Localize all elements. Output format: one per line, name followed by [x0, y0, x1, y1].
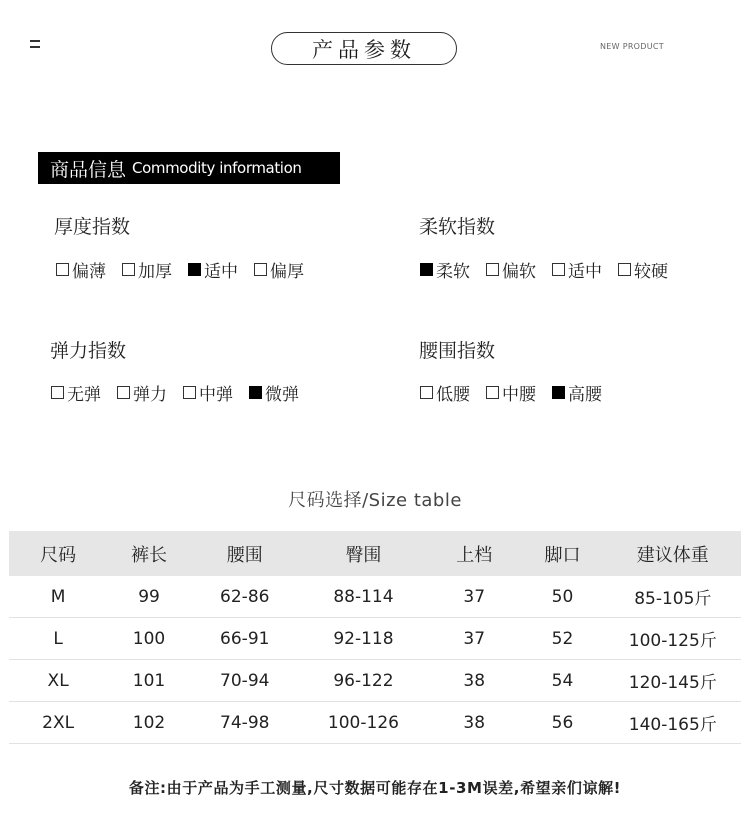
table-cell: 66-91 [191, 618, 299, 660]
col-header-hip: 臀围 [299, 531, 429, 576]
commodity-info-banner [38, 152, 340, 184]
size-table [9, 531, 741, 744]
softness-option-label: 适中 [568, 262, 602, 282]
col-header-hem: 脚口 [520, 531, 604, 576]
elasticity-option-label: 无弹 [67, 385, 101, 405]
size-table-header-row [9, 531, 741, 576]
thickness-options [56, 257, 320, 282]
softness-index-title: 柔软指数 [419, 216, 496, 238]
table-row [9, 702, 741, 744]
checked-checkbox-icon [249, 386, 262, 399]
menu-icon[interactable] [30, 40, 40, 49]
elasticity-option-2 [183, 380, 233, 405]
table-cell: 96-122 [299, 660, 429, 702]
elasticity-option-label: 弹力 [133, 385, 167, 405]
col-header-weight: 建议体重 [605, 531, 741, 576]
softness-option-label: 较硬 [634, 262, 668, 282]
table-cell: 70-94 [191, 660, 299, 702]
table-cell: 37 [428, 576, 520, 618]
unchecked-checkbox-icon [486, 386, 499, 399]
banner-cn: 商品信息 [50, 158, 127, 181]
softness-option-0 [420, 257, 470, 282]
table-cell: 92-118 [299, 618, 429, 660]
table-cell: 2XL [9, 702, 107, 744]
col-header-rise: 上档 [428, 531, 520, 576]
table-cell: 56 [520, 702, 604, 744]
thickness-option-0 [56, 257, 106, 282]
unchecked-checkbox-icon [420, 386, 433, 399]
unchecked-checkbox-icon [618, 263, 631, 276]
unchecked-checkbox-icon [486, 263, 499, 276]
unchecked-checkbox-icon [117, 386, 130, 399]
thickness-option-label: 加厚 [138, 262, 172, 282]
elasticity-index-title: 弹力指数 [50, 340, 127, 362]
banner-en: Commodity information [132, 159, 302, 177]
thickness-index-title: 厚度指数 [54, 216, 131, 238]
waist-option-label: 中腰 [502, 385, 536, 405]
page-title-text: 产品参数 [312, 37, 416, 62]
thickness-option-3 [254, 257, 304, 282]
table-cell: 85-105斤 [605, 576, 741, 618]
softness-option-2 [552, 257, 602, 282]
table-cell: 101 [107, 660, 191, 702]
table-cell: 100-125斤 [605, 618, 741, 660]
thickness-option-label: 偏薄 [72, 262, 106, 282]
table-cell: 37 [428, 618, 520, 660]
waist-option-label: 低腰 [436, 385, 470, 405]
softness-option-label: 偏软 [502, 262, 536, 282]
elasticity-option-0 [51, 380, 101, 405]
softness-options [420, 257, 684, 282]
size-table-title: 尺码选择/Size table [288, 490, 462, 511]
elasticity-option-1 [117, 380, 167, 405]
table-cell: 88-114 [299, 576, 429, 618]
table-cell: 74-98 [191, 702, 299, 744]
softness-option-label: 柔软 [436, 262, 470, 282]
waist-options [420, 380, 618, 405]
table-cell: 54 [520, 660, 604, 702]
waist-index-title: 腰围指数 [419, 340, 496, 362]
thickness-option-2 [188, 257, 238, 282]
new-product-tag: NEW PRODUCT [600, 42, 664, 51]
table-row [9, 576, 741, 618]
unchecked-checkbox-icon [552, 263, 565, 276]
table-cell: 100 [107, 618, 191, 660]
unchecked-checkbox-icon [183, 386, 196, 399]
checked-checkbox-icon [188, 263, 201, 276]
table-cell: M [9, 576, 107, 618]
table-cell: 38 [428, 702, 520, 744]
table-cell: 50 [520, 576, 604, 618]
softness-option-3 [618, 257, 668, 282]
table-cell: 140-165斤 [605, 702, 741, 744]
table-cell: 100-126 [299, 702, 429, 744]
table-cell: 102 [107, 702, 191, 744]
page-title [271, 32, 457, 65]
checked-checkbox-icon [552, 386, 565, 399]
table-cell: 99 [107, 576, 191, 618]
waist-option-1 [486, 380, 536, 405]
thickness-option-label: 偏厚 [270, 262, 304, 282]
table-cell: 62-86 [191, 576, 299, 618]
unchecked-checkbox-icon [56, 263, 69, 276]
col-header-size: 尺码 [9, 531, 107, 576]
waist-option-label: 高腰 [568, 385, 602, 405]
table-cell: XL [9, 660, 107, 702]
elasticity-option-3 [249, 380, 299, 405]
waist-option-0 [420, 380, 470, 405]
table-row [9, 660, 741, 702]
table-row [9, 618, 741, 660]
unchecked-checkbox-icon [51, 386, 64, 399]
waist-option-2 [552, 380, 602, 405]
unchecked-checkbox-icon [122, 263, 135, 276]
table-cell: 52 [520, 618, 604, 660]
col-header-waist: 腰围 [191, 531, 299, 576]
softness-option-1 [486, 257, 536, 282]
elasticity-option-label: 微弹 [265, 385, 299, 405]
elasticity-option-label: 中弹 [199, 385, 233, 405]
table-cell: 38 [428, 660, 520, 702]
thickness-option-1 [122, 257, 172, 282]
unchecked-checkbox-icon [254, 263, 267, 276]
checked-checkbox-icon [420, 263, 433, 276]
measurement-note: 备注:由于产品为手工测量,尺寸数据可能存在1-3M误差,希望亲们谅解! [128, 779, 622, 797]
col-header-length: 裤长 [107, 531, 191, 576]
elasticity-options [51, 380, 315, 405]
table-cell: L [9, 618, 107, 660]
thickness-option-label: 适中 [204, 262, 238, 282]
table-cell: 120-145斤 [605, 660, 741, 702]
